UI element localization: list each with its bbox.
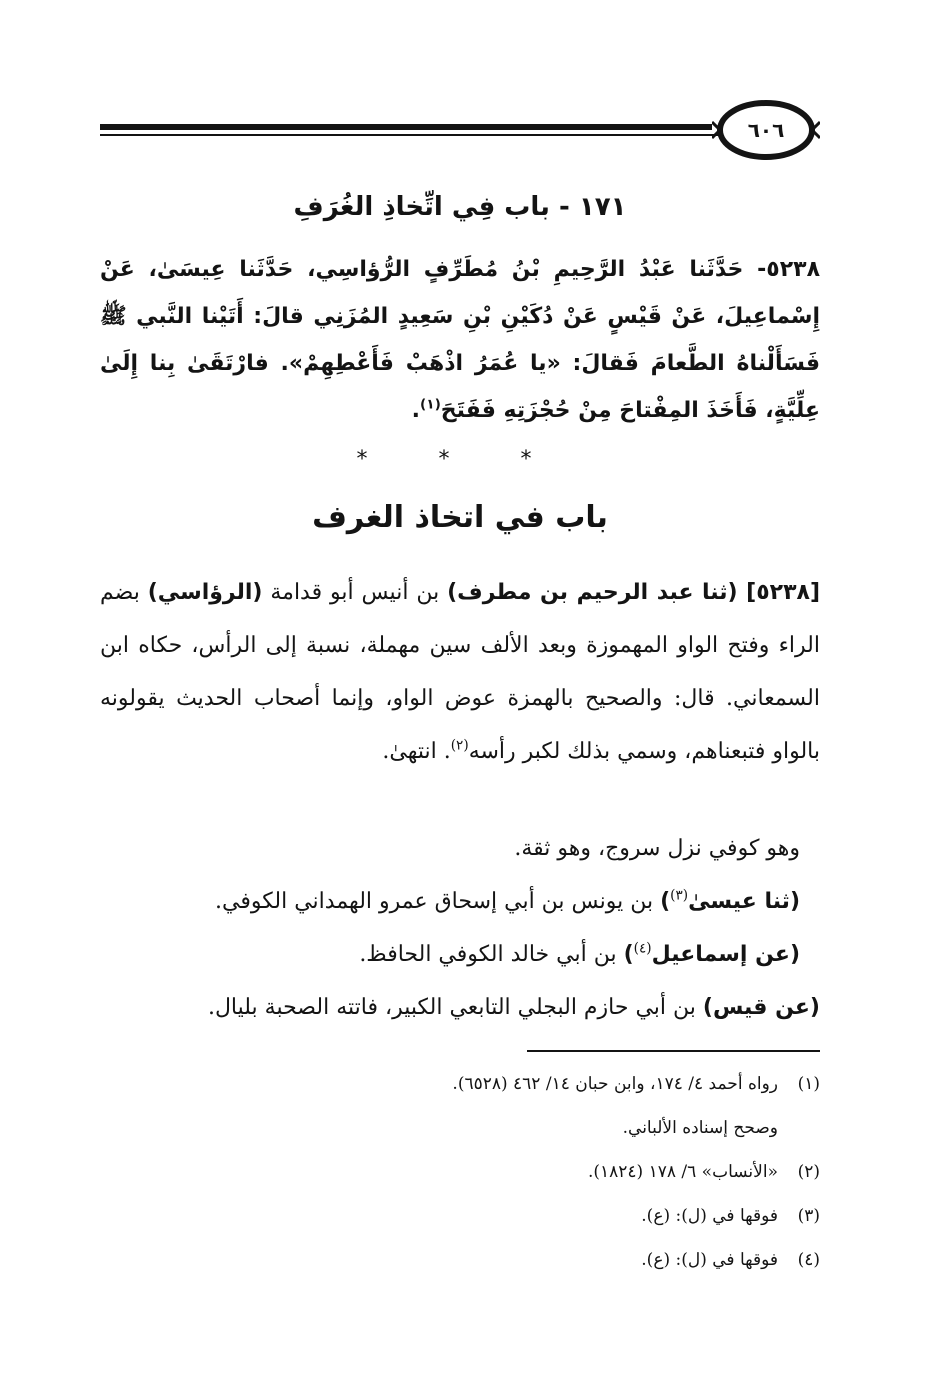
commentary-line <box>100 875 820 928</box>
section-separator: * * * <box>356 447 564 472</box>
page-number: ٦٠٦ <box>747 118 785 142</box>
commentary-text: . انتهىٰ. <box>382 739 451 764</box>
footnote-item <box>300 1150 820 1194</box>
commentary-lemma-close: ) <box>660 889 671 914</box>
header-rule <box>100 118 720 144</box>
footnote-item <box>300 1194 820 1238</box>
commentary-text: بن يونس بن أبي إسحاق عمرو الهمداني الكوفي. <box>215 889 661 914</box>
page-number-badge <box>712 100 820 160</box>
commentary-lemma: (ثنا عيسىٰ <box>688 889 800 914</box>
footnote-divider <box>527 1050 820 1052</box>
commentary-footnote-ref: (٢) <box>450 737 469 754</box>
footnote-item <box>300 1238 820 1282</box>
commentary-lemma-nisba: (الرؤاسي) <box>147 580 263 605</box>
hadith-text <box>100 246 820 434</box>
footnote-number: (٢) <box>797 1162 820 1182</box>
footnote-text: فوقها في (ل): (ع). <box>641 1206 778 1226</box>
footnote-item <box>300 1106 820 1150</box>
commentary-lemma-narrator: [٥٢٣٨] (ثنا عبد الرحيم بن مطرف) <box>447 580 820 605</box>
footnote-text: فوقها في (ل): (ع). <box>641 1250 778 1270</box>
footnote-number: (٣) <box>797 1206 820 1226</box>
footnotes <box>300 1062 820 1282</box>
footnote-text: رواه أحمد ٤/ ١٧٤، وابن حبان ١٤/ ٤٦٢ (٦٥٢٨). <box>452 1074 778 1094</box>
footnote-number: (١) <box>797 1074 820 1094</box>
commentary-line: وهو كوفي نزل سروج، وهو ثقة. <box>514 836 800 861</box>
hadith-footnote-ref: (١) <box>420 396 441 413</box>
header-rule-thin-line <box>100 134 720 136</box>
commentary-paragraph <box>100 566 820 778</box>
commentary-title: باب في اتخاذ الغرف <box>312 500 608 535</box>
commentary-text: بن أبي خالد الكوفي الحافظ. <box>359 942 624 967</box>
hadith-body: ٥٢٣٨- حَدَّثَنا عَبْدُ الرَّحِيمِ بْنُ مُطَرِّفٍ الرُّؤاسِي، حَدَّثَنا عِيسَىٰ، عَنْ إِسْماعِيلَ، عَنْ قَيْسٍ عَنْ دُكَيْنِ بْنِ سَعِيدٍ المُزَنِي قالَ: أَتَيْنا النَّبي ﷺ فَسَأَلْناهُ الطَّعامَ فَقالَ: «يا عُمَرُ اذْهَبْ فَأَعْطِهِمْ». فارْتَقَىٰ بِنا إِلَىٰ عِلِّيَّةٍ، فَأَخَذَ المِفْتاحَ مِنْ حُجْزَتِهِ فَفَتَحَ <box>100 257 820 423</box>
commentary-text: بن أبي حازم البجلي التابعي الكبير، فاتته الصحبة بليال. <box>207 995 703 1020</box>
commentary-text: بن أنيس أبو قدامة <box>262 580 448 605</box>
hadith-end: . <box>411 398 420 423</box>
footnote-number: (٤) <box>797 1250 820 1270</box>
footnote-item <box>300 1062 820 1106</box>
commentary-footnote-ref: (٤) <box>633 940 652 957</box>
footnote-text: «الأنساب» ٦/ ١٧٨ (١٨٢٤). <box>587 1162 778 1182</box>
commentary-line <box>100 981 820 1034</box>
commentary-footnote-ref: (٣) <box>670 887 689 904</box>
commentary-lemma: (عن قيس) <box>702 995 820 1020</box>
commentary-line <box>100 928 820 981</box>
commentary-lemma: (عن إسماعيل <box>651 942 800 967</box>
hadith-chapter-title: ١٧١ - باب فِي اتِّخاذِ الغُرَفِ <box>293 192 627 222</box>
header-rule-thick-line <box>100 124 720 130</box>
commentary-lemma-close: ) <box>623 942 634 967</box>
commentary-lines <box>100 822 820 1034</box>
commentary-text: بضم الراء وفتح الواو المهموزة وبعد الألف سين مهملة، نسبة إلى الرأس، حكاه ابن السمعاني. قال: والصحيح بالهمزة عوض الواو، وإنما أصحاب الحديث يقولونه بالواو فتبعناهم، وسمي بذلك لكبر رأسه <box>100 580 820 764</box>
footnote-text: وصحح إسناده الألباني. <box>622 1118 778 1138</box>
